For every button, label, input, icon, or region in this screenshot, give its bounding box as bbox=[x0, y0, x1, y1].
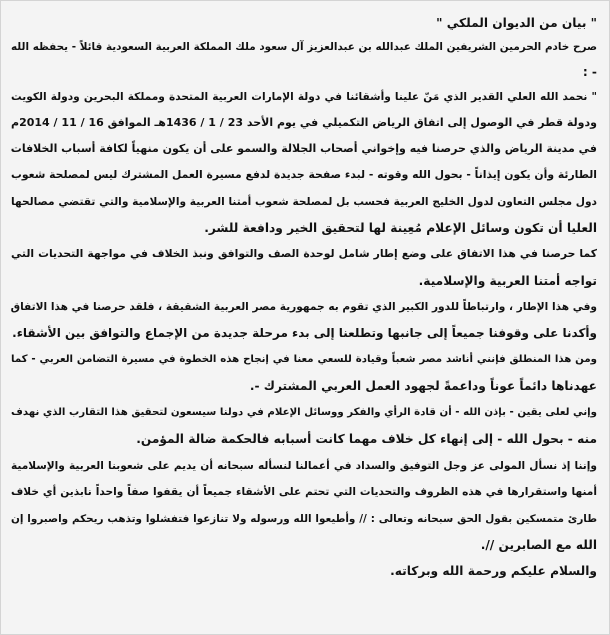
text-line: أمنها واستقرارها في هذه الظروف والتحديات التي تحتم على الأشقاء جميعاً أن يقفوا صفاً واحداً نابذين أي خلاف bbox=[11, 486, 597, 498]
text-line: صرح خادم الحرمين الشريفين الملك عبدالله بن عبدالعزيز آل سعود ملك المملكة العربية السعودية قائلاً - يحفظه الله bbox=[11, 41, 597, 53]
text-line: وأكدنا على وقوفنا جميعاً إلى جانبها وتطلعنا إلى بدء مرحلة جديدة من الإجماع والتوافق بين الأشقاء. bbox=[12, 326, 597, 340]
text-line: منه - بحول الله - إلى إنهاء كل خلاف مهما كانت أسبابه فالحكمة ضالة المؤمن. bbox=[136, 432, 597, 446]
text-line: ومن هذا المنطلق فإنني أناشد مصر شعباً وقيادة للسعي معنا في إنجاح هذه الخطوة في مسيرة التضامن العربي - كما bbox=[11, 354, 597, 365]
text-line: وإني لعلى يقين - بإذن الله - أن قادة الرأي والفكر ووسائل الإعلام في دولنا سيسعون لتحقيق هذا التقارب الذي نهدف bbox=[11, 407, 597, 418]
text-line: العليا أن تكون وسائل الإعلام مُعِينة لها لتحقيق الخير ودافعة للشر. bbox=[204, 221, 597, 235]
text-line: وفي هذا الإطار ، وارتباطاً للدور الكبير الذي تقوم به جمهورية مصر العربية الشقيقة ، فلقد حرصنا في هذا الاتفاق bbox=[11, 301, 597, 313]
text-line: كما حرصنا في هذا الاتفاق على وضع إطار شامل لوحدة الصف والتوافق ونبذ الخلاف في مواجهة التحديات التي bbox=[11, 247, 597, 260]
text-line: عهدناها دائماً عوناً وداعمةً لجهود العمل العربي المشترك -. bbox=[249, 379, 597, 393]
closing-salutation: والسلام عليكم ورحمة الله وبركاته. bbox=[390, 564, 597, 578]
statement-heading: " بيان من الديوان الملكي " bbox=[436, 16, 597, 30]
text-line: دول مجلس التعاون لدول الخليج العربية فحسب بل لمصلحة شعوب أمتنا العربية والإسلامية والتي تقتضي مصالحها bbox=[11, 196, 597, 208]
text-line: في مدينة الرياض والذي حرصنا فيه وإخواني أصحاب الجلالة والسمو على أن يكون منهياً لكافة أسباب الخلافات bbox=[11, 142, 597, 155]
text-line: وإننا إذ نسأل المولى عز وجل التوفيق والسداد في أعمالنا لنسأله سبحانه أن يديم على شعوبنا العربية والإسلامية bbox=[11, 460, 597, 472]
text-line: ودولة قطر في الوصول إلى اتفاق الرياض التكميلي في يوم الأحد 23 / 1 / 1436هـ الموافق 16 / 11 / 2014م bbox=[11, 116, 597, 129]
text-line: طارئ متمسكين بقول الحق سبحانه وتعالى : // وأطيعوا الله ورسوله ولا تنازعوا فتفشلوا وتذهب ريحكم واصبروا إن bbox=[11, 513, 597, 525]
text-line: تواجه أمتنا العربية والإسلامية. bbox=[418, 274, 597, 288]
text-line: " نحمد الله العلي القدير الذي مَنّ علينا وأشقائنا في دولة الإمارات العربية المتحدة ومملكة البحرين ودولة الكويت bbox=[11, 91, 597, 103]
text-line: الطارئة وأن يكون إيذاناً - بحول الله وقوته - لبدء صفحة جديدة لدفع مسيرة العمل المشترك ليس لمصلحة شعوب bbox=[11, 168, 597, 181]
text-line: - : bbox=[582, 65, 597, 79]
text-line: الله مع الصابرين //. bbox=[480, 538, 597, 552]
